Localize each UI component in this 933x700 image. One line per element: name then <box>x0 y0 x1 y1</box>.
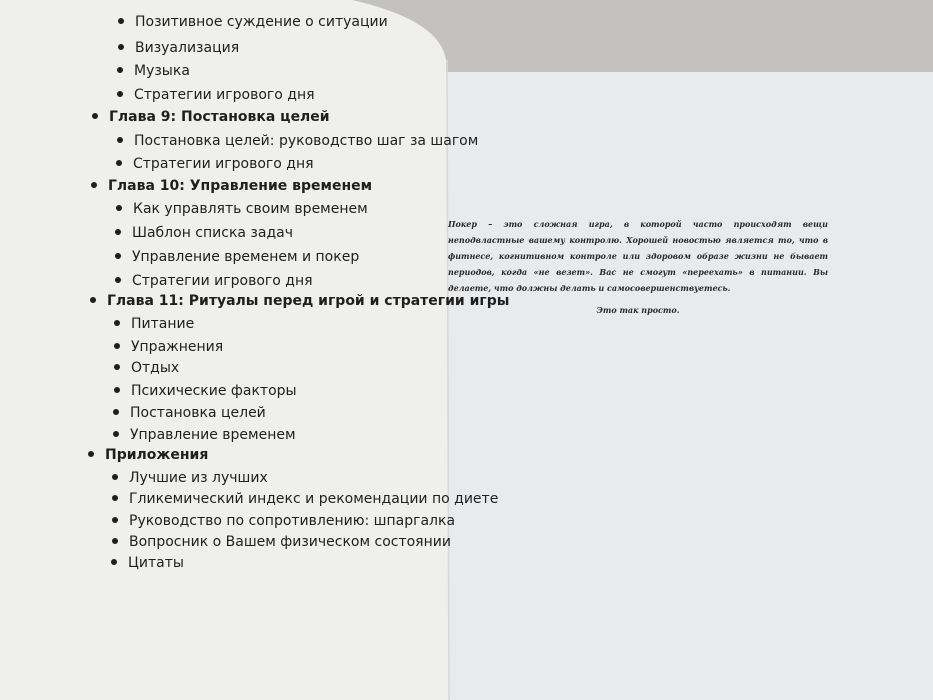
quote-closing: Это так просто. <box>596 305 680 315</box>
bullet-icon <box>91 182 97 188</box>
item-text: Управление временем <box>130 427 296 443</box>
bullet-icon <box>92 113 98 119</box>
bullet-icon <box>113 409 119 415</box>
bullet-icon <box>112 517 118 523</box>
list-item <box>112 512 455 530</box>
chapter-heading <box>88 446 208 464</box>
item-text: Глава 11: Ритуалы перед игрой и стратегии игры <box>107 293 510 309</box>
chapter-heading <box>92 108 330 126</box>
quote-paragraph: Покер – это сложная игра, в которой часто происходят вещи неподвластные вашему контролю. Хорошей новостью является то, что в фитнесе, когнитивном контроле или здоровом образе жизни не бывает периодов, когда «не везет». Вас не смогут «переехать» в питании. Вы делаете, что должны делать и самосовершенствуетесь. <box>448 219 828 293</box>
item-text: Гликемический индекс и рекомендации по диете <box>129 491 499 507</box>
chapter-heading <box>91 177 372 195</box>
bullet-icon <box>118 18 124 24</box>
item-text: Руководство по сопротивлению: шпаргалка <box>129 513 456 529</box>
quote-block <box>448 216 828 316</box>
bullet-icon <box>114 343 120 349</box>
list-item <box>111 554 184 572</box>
list-item <box>112 469 268 487</box>
item-text: Стратегии игрового дня <box>134 87 315 103</box>
item-text: Визуализация <box>135 40 240 56</box>
item-text: Шаблон списка задач <box>132 225 293 241</box>
bullet-icon <box>117 137 123 143</box>
list-item <box>118 13 388 31</box>
bullet-icon <box>111 559 117 565</box>
bullet-icon <box>112 538 118 544</box>
list-item <box>118 39 239 57</box>
item-text: Музыка <box>134 63 190 79</box>
item-text: Постановка целей: руководство шаг за шагом <box>134 133 479 149</box>
list-item <box>112 533 451 551</box>
list-item <box>114 382 297 400</box>
bullet-icon <box>112 495 118 501</box>
list-item <box>117 62 190 80</box>
item-text: Стратегии игрового дня <box>132 273 313 289</box>
bullet-icon <box>114 364 120 370</box>
list-item <box>113 426 296 444</box>
item-text: Лучшие из лучших <box>129 470 268 486</box>
item-text: Управление временем и покер <box>132 249 360 265</box>
bullet-icon <box>114 387 120 393</box>
list-item <box>115 248 359 266</box>
item-text: Приложения <box>105 447 209 463</box>
item-text: Стратегии игрового дня <box>133 156 314 172</box>
list-item <box>117 132 478 150</box>
chapter-heading <box>90 292 509 310</box>
list-item <box>117 86 315 104</box>
item-text: Отдых <box>131 360 180 376</box>
bullet-icon <box>112 474 118 480</box>
list-item <box>112 490 498 508</box>
list-item <box>115 224 293 242</box>
bullet-icon <box>117 91 123 97</box>
list-item <box>114 359 179 377</box>
item-text: Как управлять своим временем <box>133 201 368 217</box>
bullet-icon <box>117 67 123 73</box>
bullet-icon <box>116 160 122 166</box>
left-page <box>0 0 448 700</box>
item-text: Цитаты <box>128 555 184 571</box>
item-text: Глава 10: Управление временем <box>108 178 373 194</box>
item-text: Глава 9: Постановка целей <box>109 109 330 125</box>
bullet-icon <box>118 44 124 50</box>
list-item <box>116 155 314 173</box>
bullet-icon <box>115 253 121 259</box>
item-text: Вопросник о Вашем физическом состоянии <box>129 534 451 550</box>
bullet-icon <box>115 277 121 283</box>
list-item <box>113 404 266 422</box>
bullet-icon <box>90 297 96 303</box>
item-text: Упражнения <box>131 339 224 355</box>
list-item <box>114 315 194 333</box>
item-text: Постановка целей <box>130 405 266 421</box>
list-item <box>114 338 223 356</box>
item-text: Позитивное суждение о ситуации <box>135 14 388 30</box>
list-item <box>116 200 368 218</box>
bullet-icon <box>88 451 94 457</box>
bullet-icon <box>116 205 122 211</box>
bullet-icon <box>113 431 119 437</box>
bullet-icon <box>115 229 121 235</box>
item-text: Психические факторы <box>131 383 297 399</box>
bullet-icon <box>114 320 120 326</box>
item-text: Питание <box>131 316 195 332</box>
list-item <box>115 272 313 290</box>
right-page <box>445 72 933 700</box>
